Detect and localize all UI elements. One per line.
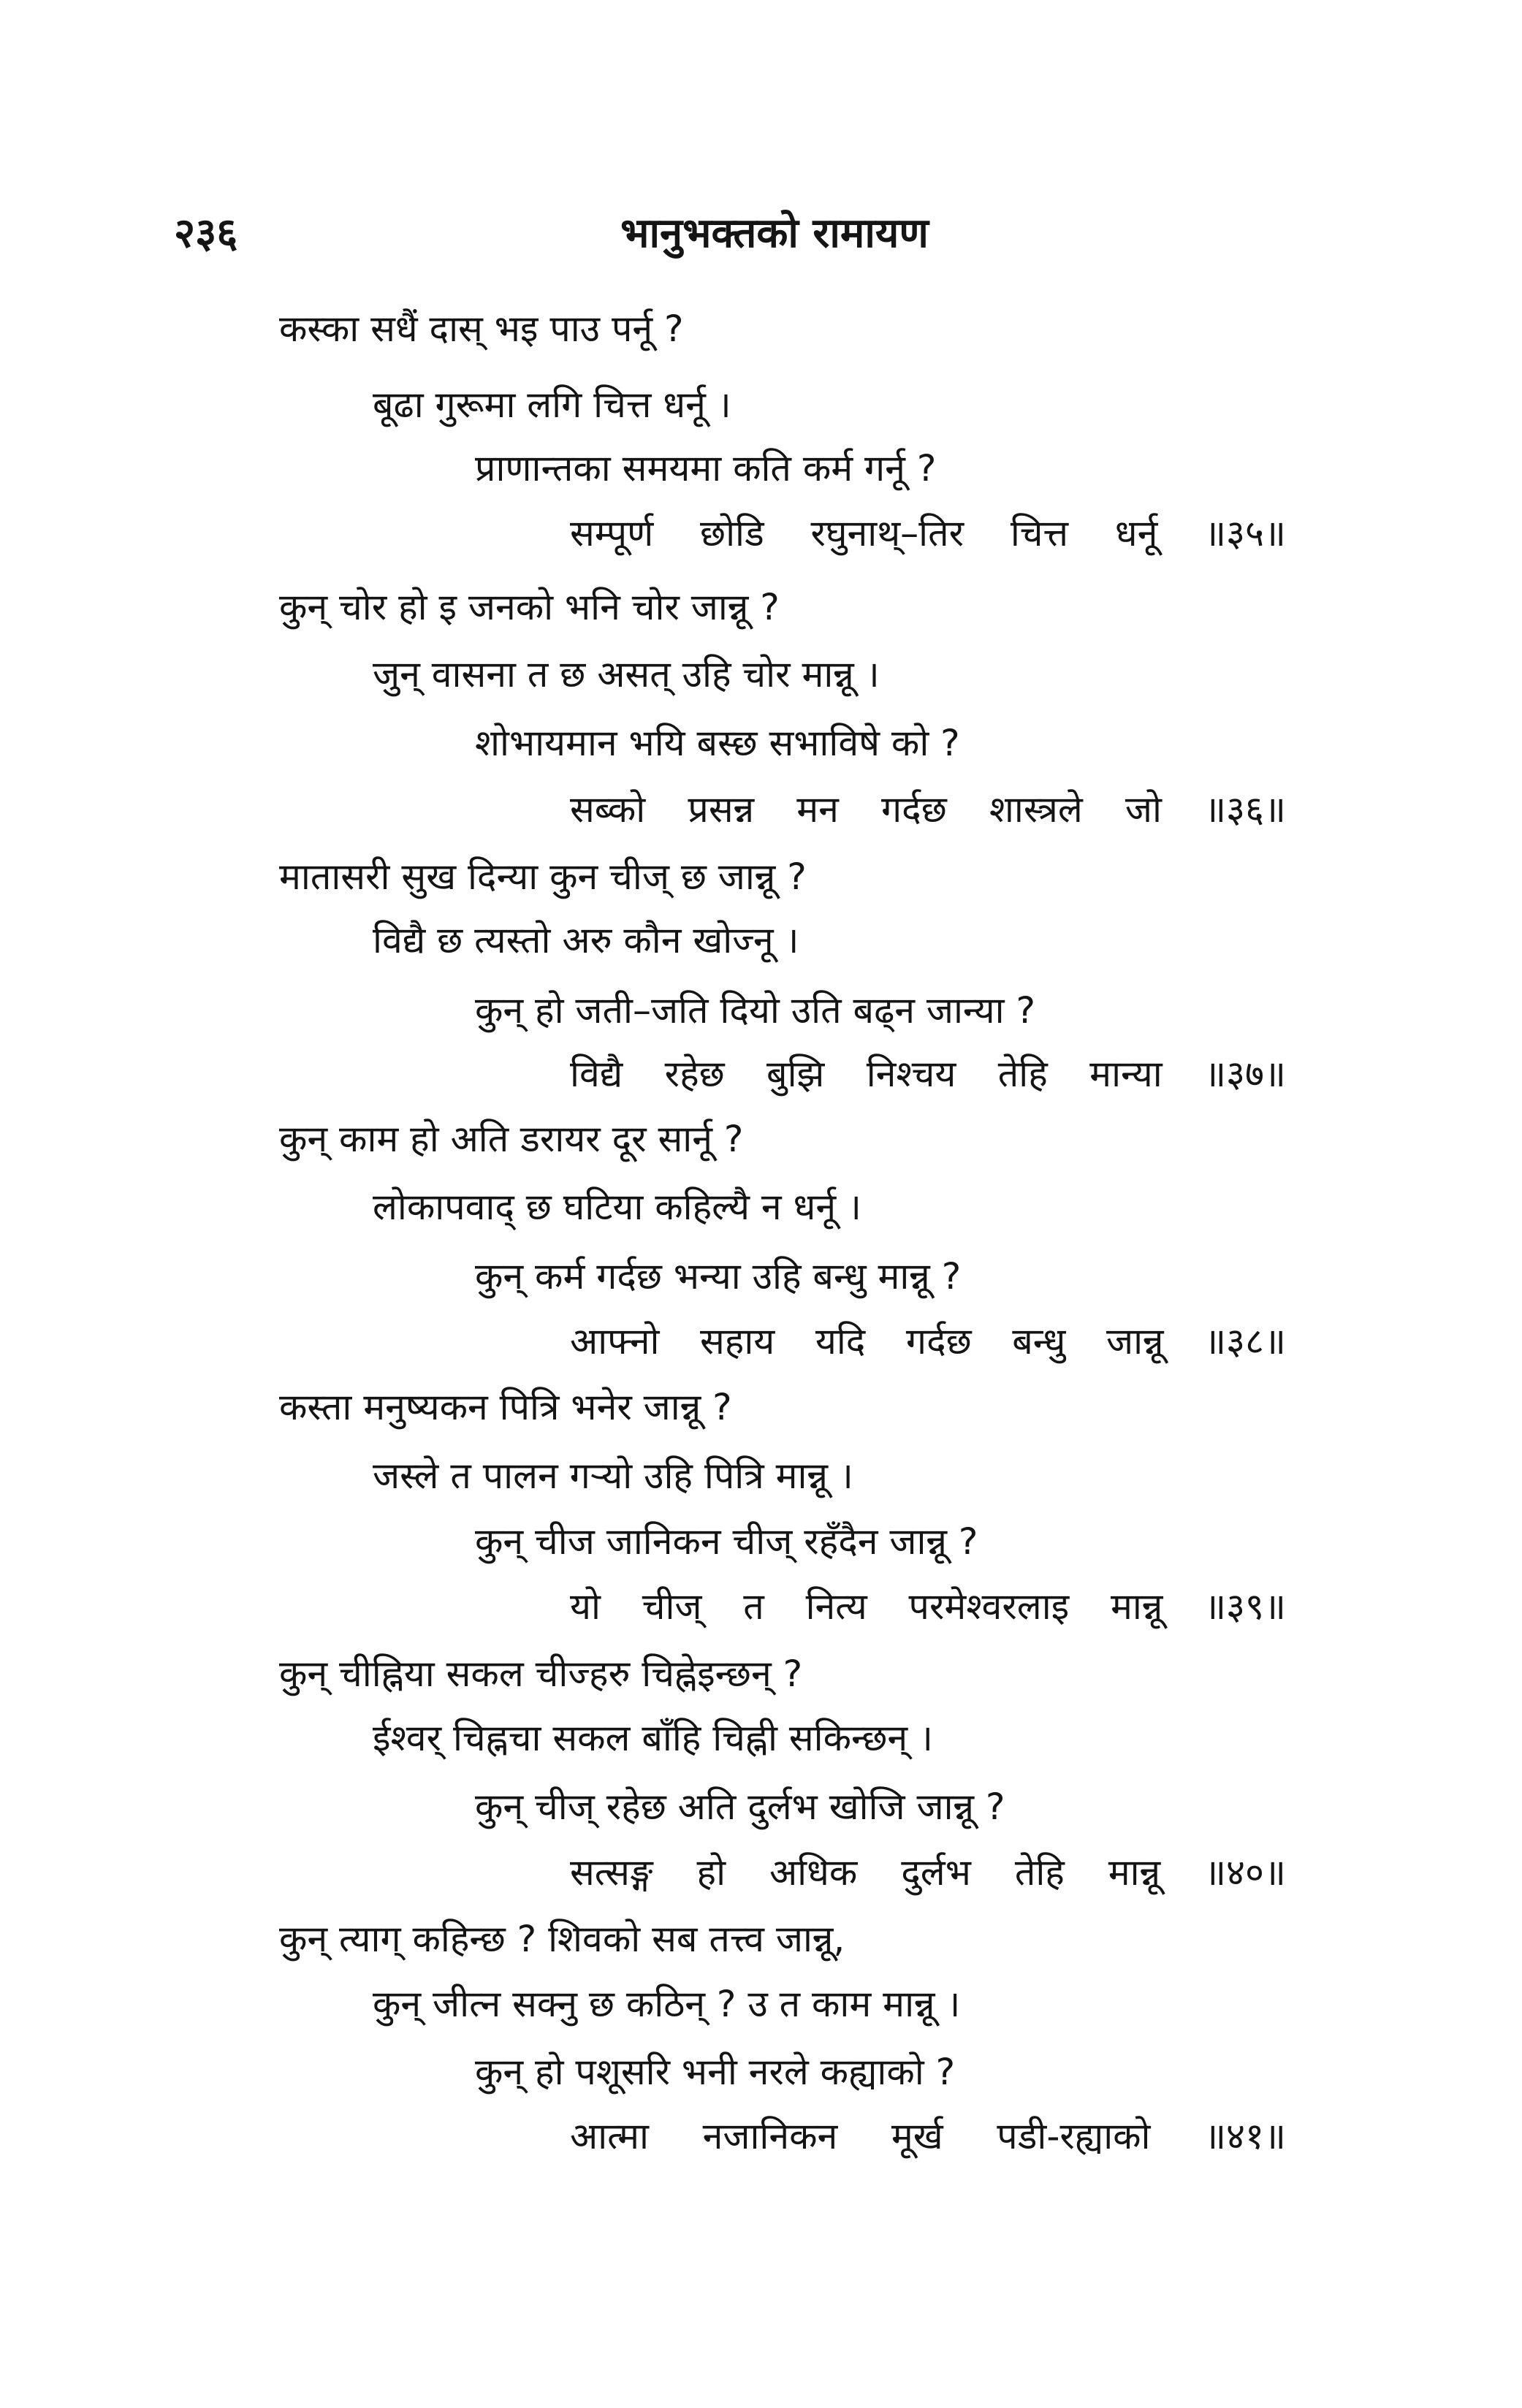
verse-line: कस्का सधैं दास् भइ पाउ पर्नू ? — [279, 308, 684, 350]
verse-line: शोभायमान भयि बस्छ सभाविषे को ? — [475, 722, 960, 764]
page-number: २३६ — [174, 210, 238, 257]
verse-line: प्राणान्तका समयमा कति कर्म गर्नू ? — [475, 447, 937, 489]
verse-line: कुन् हो पशूसरि भनी नरले कह्याको ? — [475, 2051, 956, 2093]
verse-line: मातासरी सुख दिन्या कुन चीज् छ जान्नू ? — [279, 856, 807, 898]
verse-line: कुन् त्याग् कहिन्छ ? शिवको सब तत्त्व जान्नू, — [279, 1918, 845, 1960]
verse-line: जुन् वासना त छ असत् उहि चोर मान्नू । — [373, 653, 880, 696]
verse-line: आफ्नो सहाय यदि गर्दछ बन्धु जान्नू ॥३८॥ — [570, 1320, 1286, 1363]
verse-line: कस्ता मनुष्यकन पित्रि भनेर जान्नू ? — [279, 1386, 732, 1428]
running-title: भानुभक्तको रामायण — [620, 210, 929, 257]
verse-line: जस्ले त पालन गर्‍यो उहि पित्रि मान्नू । — [373, 1455, 853, 1497]
verse-line: विद्यै छ त्यस्तो अरु कौन खोज्नू । — [373, 919, 799, 961]
verse-line: कुन् चीज जानिकन चीज् रहँदैन जान्नू ? — [475, 1520, 978, 1563]
verse-line: सत्सङ्ग हो अधिक दुर्लभ तेहि मान्नू ॥४०॥ — [570, 1851, 1286, 1894]
verse-line: आत्मा नजानिकन मूर्ख पडी-रह्याको ॥४१॥ — [570, 2115, 1286, 2157]
verse-line: कुन् काम हो अति डरायर दूर सार्नू ? — [279, 1118, 744, 1160]
verse-line: कुन् कर्म गर्दछ भन्या उहि बन्धु मान्नू ? — [475, 1255, 962, 1298]
verse-line: कुन् हो जती–जति दियो उति बढ्न जान्या ? — [475, 989, 1036, 1032]
verse-line: लोकापवाद् छ घटिया कहिल्यै न धर्नू । — [373, 1186, 861, 1228]
verse-line: यो चीज् त नित्य परमेश्वरलाइ मान्नू ॥३९॥ — [570, 1585, 1286, 1628]
verse-line: बूढा गुरूमा लगि चित्त धर्नू । — [373, 384, 731, 426]
verse-line: सब्को प्रसन्न मन गर्दछ शास्त्रले जो ॥३६॥ — [570, 788, 1286, 831]
verse-line: सम्पूर्ण छोडि रघुनाथ्–तिर चित्त धर्नू ॥३५॥ — [570, 512, 1286, 555]
verse-line: ईश्वर् चिह्नचा सकल बाँहि चिह्नी सकिन्छन् । — [373, 1717, 933, 1759]
verse-line: कुन् चीज् रहेछ अति दुर्लभ खोजि जान्नू ? — [475, 1786, 1005, 1828]
verse-line: कुन् चोर हो इ जनको भनि चोर जान्नू ? — [279, 586, 780, 628]
verse-line: विद्यै रहेछ बुझि निश्चय तेहि मान्या ॥३७॥ — [570, 1053, 1286, 1095]
verse-line: कुन् जीत्न सक्नु छ कठिन् ? उ त काम मान्नू । — [373, 1983, 961, 2025]
verse-line: कुन् चीह्निया सकल चीज्हरु चिह्नेइन्छन् ? — [279, 1653, 803, 1695]
